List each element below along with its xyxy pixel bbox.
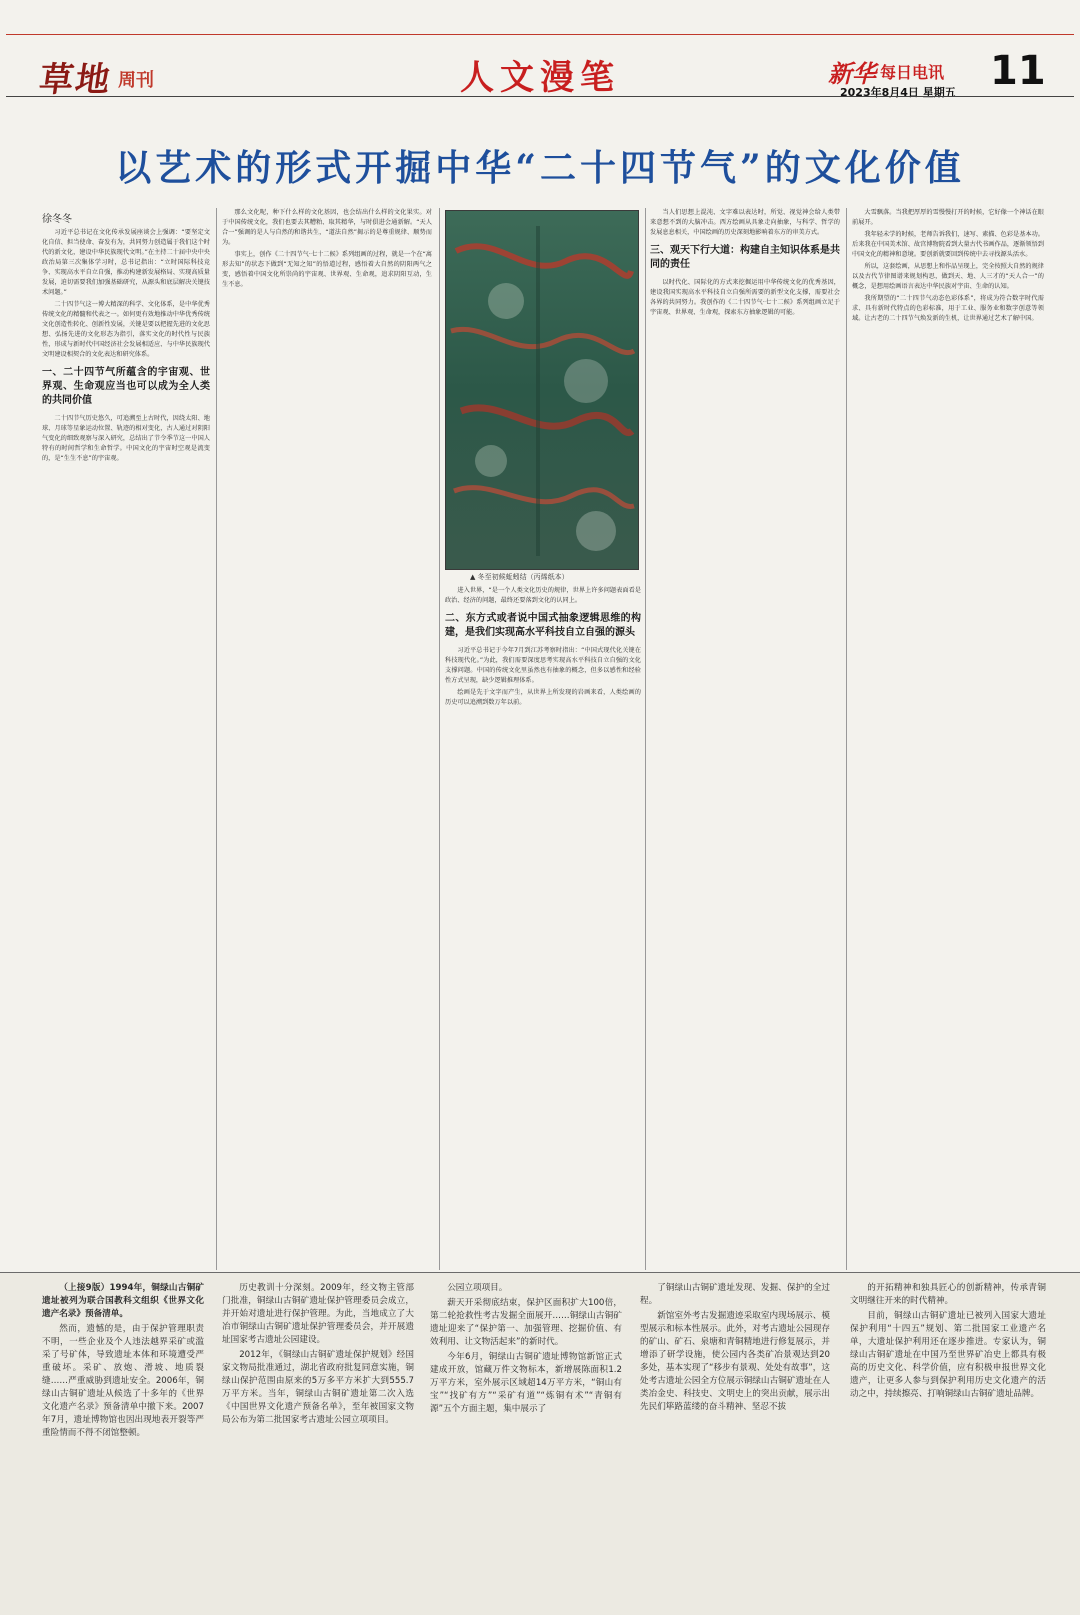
paragraph: 我所期望的“二十四节气动态色彩体系”，将成为符合数字时代需求、具有新时代特点的色彩标准，用于工业、服务业和数字创意等领域。让古老的二十四节气焕发新的生机，让世界通过艺术了解中国。 (852, 295, 1044, 322)
continuation-column-2 (222, 1282, 414, 1607)
paragraph: 今年6月，铜绿山古铜矿遗址博物馆新馆正式建成开放，馆藏万件文物标本，新增展陈面积1.2万平方米，室外展示区域超14万平方米，“铜山有宝”“找矿有方”“采矿有道”“炼铜有术”“青铜有源”五个方面主题，集中展示了 (430, 1352, 622, 1414)
article-column-4 (650, 208, 840, 1268)
paragraph: 了铜绿山古铜矿遗址发现、发掘、保护的全过程。 (640, 1283, 830, 1306)
continuation-column-5 (850, 1282, 1046, 1607)
paragraph: 2012年，《铜绿山古铜矿遗址保护规划》经国家文物局批准通过，湖北省政府批复同意实施，铜绿山保护范围由原来的5万多平方米扩大到555.7万平方米。当年，铜绿山古铜矿遗址第二次入选《中国世界文化遗产预备名单》，至年被国家文物局公布为第二批国家考古遗址公园立项项目。 (222, 1350, 414, 1425)
column-divider (846, 208, 847, 1270)
paragraph: 薪天开采彻底结束，保护区面积扩大100倍，第二轮抢救性考古发掘全面展开……铜绿山古铜矿遗址迎来了“保护第一、加强管理、挖掘价值、有效利用、让文物活起来”的新时代。 (430, 1298, 622, 1347)
section-heading-1: 一、二十四节气所蕴含的宇宙观、世界观、生命观应当也可以成为全人类的共同价值 (42, 367, 210, 406)
paragraph: 那么文化呢，种下什么样的文化基因，也会结出什么样的文化果实。对于中国传统文化，我们也要去其糟粕、取其精华，与时俱进会通新解。“天人合一”强调的是人与自然的和谐共生，“道法自然”揭示的是尊重规律、顺势而为。 (222, 209, 432, 246)
paragraph: 以时代化、国际化的方式来挖掘运用中华传统文化的优秀基因，建设我国实现高水平科技自立自强所需要的新型文化支撑，需要社会各界的共同努力。我创作的《二十四节气·七十二候》系列组画立足于宇宙观、世界观、生命观，探索东方抽象逻辑的可能。 (650, 279, 840, 316)
paragraph: 目前，铜绿山古铜矿遗址已被列入国家大遗址保护利用“十四五”规划、第二批国家工业遗产名单，大遗址保护利用还在逐步推进。专家认为，铜绿山古铜矿遗址在中国乃至世界矿冶史上都具有极高的历史文化、科学价值，应有积极申报世界文化遗产，让更多人参与到保护利用历史文化遗产的活动之中，持续擦亮、打响铜绿山古铜矿遗址品牌。 (850, 1311, 1046, 1399)
section-title: 人文漫笔 (460, 58, 620, 98)
paragraph: 进入世界，“是一个人类文化历史的规律，世界上许多问题表面看是政治、经济的问题，最终还要落到文化的认同上。 (445, 587, 641, 604)
section-heading-3: 三、观天下行大道：构建自主知识体系是共同的责任 (650, 245, 840, 270)
column-divider (439, 208, 440, 1270)
header-top-rule (6, 34, 1074, 35)
article-column-1 (42, 228, 210, 1268)
paragraph: 二十四节气历史悠久，可追溯至上古时代，因绕太阳、地球、月球等星象运动位置、轨迹的相对变化，古人通过对阴阳气变化的细致观察与深入研究，总结出了节令季节这一中国人特有的时间哲学和生命哲学。中国文化的宇宙时空观是流变的，是“生生不息”的宇宙观。 (42, 415, 210, 462)
paragraph: （上接9版）1994年，铜绿山古铜矿遗址被列为联合国教科文组织《世界文化遗产名录》预备清单。 (42, 1283, 204, 1319)
continuation-column-4 (640, 1282, 830, 1607)
paragraph: 新馆室外考古发掘遗迹采取室内现场展示、模型展示和标本性展示。此外，对考古遗址公园现存的矿山、矿石、泉塘和青铜精地进行修复展示，并增添了研学设施，使公园内各类矿冶景观达到20多处，基本实现了“移步有景观、处处有故事”，这处考古遗址公园全方位展示铜绿山古铜矿遗址在人类冶金史、科技史、文明史上的突出贡献，展示出先民们筚路蓝缕的奋斗精神、坚忍不拔 (640, 1311, 830, 1412)
artwork-image (445, 210, 639, 570)
paragraph: 所以，这套绘画，从思想上和作品呈现上，完全按照大自然的规律以及古代节律图谱来规划构思，做到天、地、人三才的“天人合一”的概念，是想用绘画语言表达中华民族对宇宙、生命的认知。 (852, 263, 1044, 290)
paragraph: 当人们思想上混沌、文字难以表达时，所觉、视觉神会给人类带来意想不到的大脑冲击。西方绘画从具象走向抽象，与科学、哲学的发展息息相关，中国绘画的历史深刻地影响着东方的审美方式。 (650, 209, 840, 236)
paragraph: 的开拓精神和独具匠心的创新精神，传承青铜文明继往开来的时代精神。 (850, 1283, 1046, 1306)
paragraph: 历史教训十分深刻。2009年，经文物主管部门批准，铜绿山古铜矿遗址保护管理委员会成立，并开始对遗址进行保护管理。为此，当地成立了大冶市铜绿山古铜矿遗址保护管理委员会，并开展遗址国家考古遗址公园建设。 (222, 1283, 414, 1345)
column-divider (645, 208, 646, 1270)
paragraph: 公园立项项目。 (447, 1283, 508, 1293)
artwork-painting (446, 211, 638, 569)
paper-name: 草地 (36, 60, 115, 100)
paragraph: 大雪飘落。当我把厚厚的雪慢慢打开的时候，它好像一个神话在眼前展开。 (852, 209, 1044, 226)
page-number: 11 (990, 48, 1046, 94)
section-heading-2: 二、东方式或者说中国式抽象逻辑思维的构建，是我们实现高水平科技自立自强的源头 (445, 613, 641, 638)
continuation-column-3 (430, 1282, 622, 1607)
artwork-caption: ▲ 冬至初候蚯蚓结（丙烯纸本） (470, 573, 569, 581)
paragraph: 绘画是先于文字而产生，从世界上所发现的岩画来看，人类绘画的历史可以追溯到数万年以前。 (445, 689, 641, 706)
paragraph: 事实上，创作《二十四节气·七十二候》系列组画的过程，就是一个在“离形去知”的状态下做到“无知之知”的悟道过程，感悟着大自然的阴阳两气之变，感悟着中国文化所崇尚的宇宙观、世界观、生命观，追求阴阳互动，生生不息。 (222, 251, 432, 288)
article-column-2 (222, 208, 432, 1268)
column-divider (216, 208, 217, 1270)
issue-date: 2023年8月4日 星期五 (840, 86, 956, 99)
brand-subtitle: 每日电讯 (880, 63, 945, 82)
paragraph: 我年轻未学的时候，老师告诉我们，速写、素描、色彩是基本功。后来我在中国美术馆、故宫博物院看到大量古代书画作品，逐渐领悟到中国文化的精神和意境。要创新就要回到传统中去寻找源头活水。 (852, 231, 1044, 258)
paragraph: 然而，遗憾的是，由于保护管理职责不明，一些企业及个人违法越界采矿或滥采了号矿体，导致遗址本体和环境遭受严重破坏。采矿、放炮、滑坡、地质裂缝……严重威胁到遗址安全。2006年，铜绿山古铜矿遗址从候选了十多年的《世界文化遗产名录》预备清单中撤下来。2007年7月，遗址博物馆也因出现地表开裂等严重险情而不得不闭馆整顿。 (42, 1324, 204, 1438)
continuation-column-1 (42, 1282, 204, 1607)
article-author: 徐冬冬 (42, 214, 72, 225)
weekly-label: 周刊 (118, 70, 154, 91)
paragraph: 习近平总书记于今年7月到江苏考察时指出：“中国式现代化关键在科技现代化。”为此，我们需要深度思考实现高水平科技自立自强的文化支撑问题。中国的传统文化里虽然也有抽象的概念，但多以感性和经验性方式呈现，缺少逻辑推理体系。 (445, 647, 641, 684)
article-column-5 (852, 208, 1044, 1268)
header-bottom-rule (6, 96, 1074, 97)
article-headline: 以艺术的形式开掘中华“二十四节气”的文化价值 (115, 147, 965, 189)
brand-logo: 新华 (828, 59, 876, 88)
article-column-3 (445, 586, 641, 1268)
paragraph: 习近平总书记在文化传承发展座谈会上强调：“要坚定文化自信、担当使命、奋发有为，共同努力创造属于我们这个时代的新文化，建设中华民族现代文明。”在主持二十届中央中央政治局第三次集体学习时，总书记指出：“立时国际科技竞争、实现高水平自立自强，推动构建新发展格局、实现高质量发展，迫切需要我们加强基础研究，从源头和底层解决关键技术问题。” (42, 229, 210, 296)
paragraph: 二十四节气这一博大精深的科学、文化体系，是中华优秀传统文化的精髓和代表之一。如何更有效地推动中华优秀传统文化创造性转化、创新性发展，关键是要以把握先进的文化思想、弘扬先进的文化形态为指引，落实文化的时代性与民族性，形成与新时代中国经济社会发展相适应、与中华民族现代文明建设相契合的文化表达和研究体系。 (42, 301, 210, 358)
